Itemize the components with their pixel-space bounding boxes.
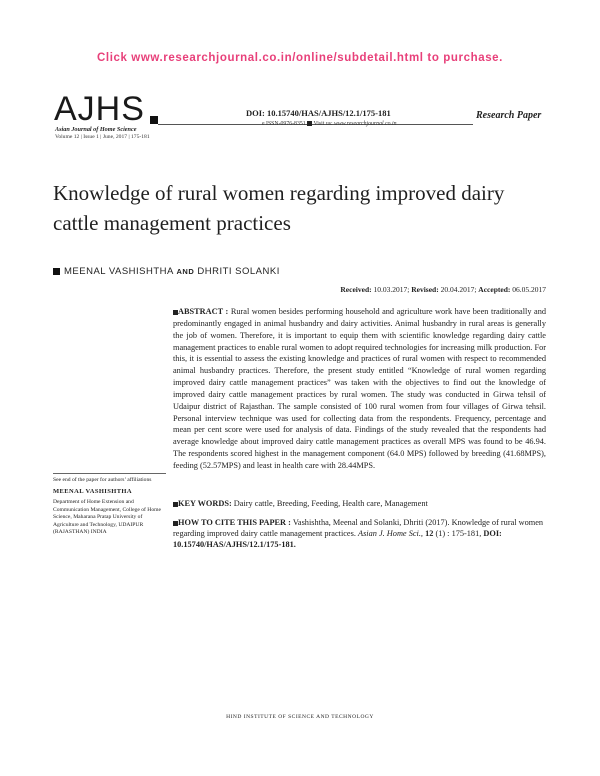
received-label: Received: <box>340 285 372 294</box>
paper-type: Research Paper <box>476 110 542 121</box>
citation-text: Vashishtha, Meenal and Solanki, Dhriti (2017). Knowledge of rural women regarding improved dairy cattle management practices. <box>173 518 544 538</box>
abstract-label: ABSTRACT : <box>178 307 229 316</box>
square-bullet-icon <box>53 268 60 275</box>
keywords <box>173 499 546 508</box>
sidebar-rule <box>53 473 166 474</box>
volume-line: Volume 12 | Issue 1 | June, 2017 | 175-181 <box>55 134 150 140</box>
citation <box>173 517 546 550</box>
citation-issue-pages: (1) : 175-181, <box>435 529 482 538</box>
abstract <box>173 306 546 472</box>
square-bullet-icon <box>307 121 312 126</box>
keywords-label: KEY WORDS: <box>178 499 232 508</box>
logo-square-icon <box>150 116 158 124</box>
author-2: DHRITI SOLANKI <box>197 266 280 277</box>
journal-name: Asian Journal of Home Science <box>55 126 137 133</box>
abstract-text: Rural women besides performing household and agriculture work have been traditionally and predominantly engaged in animal husbandry and dairy activities. Animal husbandry in rural areas is generally the job of women. Therefore, it is important to equip them with scientific knowledge regarding dairy cattle management practices to enable rural women to adopt required technologies for increasing milk production. For this, it is essential to assess the existing knowledge and practices of rural women with respect to recommended animal husbandry practices. Therefore, the present study entitled “Knowledge of rural women regarding improved dairy cattle management practices” was taken with the objectives to find out the knowledge of improved dairy cattle management practices by rural women. The study was conducted in Girwa tehsil of Udaipur district of Rajasthan. The sample consisted of 100 rural women from four villages of Girwa tehsil. Personal interview technique was used for collecting data from the respondents. Frequency, percentage and mean per cent score were used for analysis of data. Findings of the study revealed that the respondents had average knowledge about improved dairy cattle management practices as overall MPS was found to be 46.94. The respondents scored highest in the management component (64.0 MPS) followed by breeding (41.68MPS), feeding (52.57MPS) and least in health care with 28.44MPS. <box>173 307 546 470</box>
visit-label: Visit us: <box>313 121 333 127</box>
citation-volume: 12 <box>425 529 434 538</box>
corresponding-author: MEENAL VASHISHTHA <box>53 488 132 495</box>
journal-logo: AJHS <box>54 90 145 128</box>
issn-line <box>262 121 396 127</box>
citation-journal: Asian J. Home Sci., <box>358 529 423 538</box>
author-1: MEENAL VASHISHTHA <box>64 266 174 277</box>
citation-doi[interactable]: DOI: 10.15740/HAS/AJHS/12.1/175-181. <box>173 529 502 549</box>
authors-line <box>53 266 280 277</box>
accepted-label: Accepted: <box>478 285 511 294</box>
author-affiliation: Department of Home Extension and Communication Management, College of Home Science, Maharana Pratap University of Agriculture and Technology, UDAIPUR (RAJASTHAN) INDIA <box>53 499 161 536</box>
keywords-text: Dairy cattle, Breeding, Feeding, Health care, Management <box>233 499 428 508</box>
accepted-date: 06.05.2017 <box>512 285 546 294</box>
publisher-footer: HIND INSTITUTE OF SCIENCE AND TECHNOLOGY <box>226 714 374 720</box>
paper-title: Knowledge of rural women regarding improved dairy cattle management practices <box>53 181 505 235</box>
visit-url[interactable]: www.researchjournal.co.in <box>334 121 397 127</box>
revised-date: 20.04.2017; <box>440 285 477 294</box>
revised-label: Revised: <box>411 285 439 294</box>
doi: DOI: 10.15740/HAS/AJHS/12.1/175-181 <box>246 108 391 118</box>
affiliation-note: See end of the paper for authors’ affiliations <box>53 477 152 483</box>
issn: e ISSN-0976-8351 <box>262 121 306 127</box>
dates-line <box>300 285 546 294</box>
citation-label: HOW TO CITE THIS PAPER : <box>178 518 291 527</box>
purchase-link[interactable]: Click www.researchjournal.co.in/online/subdetail.html to purchase. <box>97 52 503 64</box>
received-date: 10.03.2017; <box>373 285 410 294</box>
authors-and: AND <box>176 267 195 276</box>
